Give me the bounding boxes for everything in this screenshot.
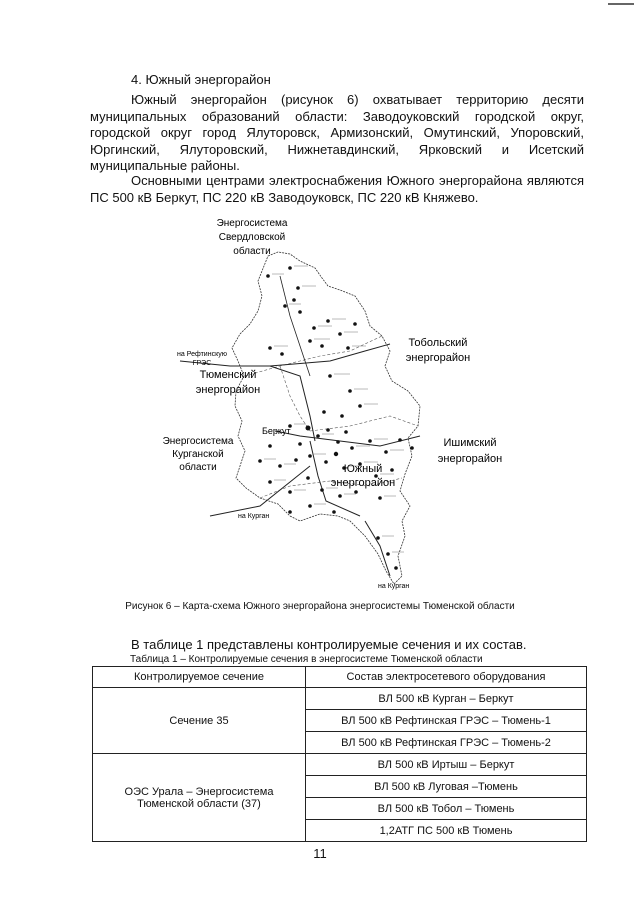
substation-dot [386,552,390,556]
label-south-2: энергорайон [330,477,396,489]
substation-dot [308,339,312,343]
substation-dot [394,566,398,570]
equipment-cell: ВЛ 500 кВ Иртыш – Беркут [306,754,587,776]
substation-dot [338,494,342,498]
region-map [150,216,510,596]
table-row [93,754,587,776]
power-line [270,344,390,366]
substation-dot [328,374,332,378]
power-line [210,466,310,516]
table-title: Таблица 1 – Контролируемые сечения в энергосистеме Тюменской области [130,654,483,665]
label-reftinskaya-2: ГРЭС [192,360,212,367]
label-kurgan-system-3: области [179,462,217,473]
label-ishim-1: Ишимский [443,437,497,449]
label-na-kurgan-2: на Курган [378,583,410,590]
substation-dot [296,286,300,290]
substation-dot [358,404,362,408]
substation-dot [298,310,302,314]
substation-dot [268,444,272,448]
substation-dot [344,430,348,434]
substation-dot [288,490,292,494]
map-boundary [232,252,420,584]
label-ishim-2: энергорайон [437,453,503,465]
substation-dot [350,446,354,450]
label-sverdlovsk-2: Свердловской [218,232,286,243]
label-tobolsk-2: энергорайон [405,352,471,364]
label-berkut: Беркут [262,426,291,436]
substation-dot [340,414,344,418]
substation-dot [376,536,380,540]
substation-dot [378,496,382,500]
label-tobolsk-1: Тобольский [408,337,468,349]
label-kurgan-system-2: Курганской [172,449,224,460]
equipment-cell: ВЛ 500 кВ Луговая –Тюмень [306,776,587,798]
equipment-cell: ВЛ 500 кВ Рефтинская ГРЭС – Тюмень-1 [306,710,587,732]
substation-dot [306,426,311,431]
substation-dot [334,452,338,456]
substation-dot [324,460,328,464]
substations [258,266,414,570]
substation-dot [320,344,324,348]
substation-dot [336,440,340,444]
substation-dot [266,274,270,278]
substation-dot [283,304,287,308]
equipment-cell: ВЛ 500 кВ Курган – Беркут [306,688,587,710]
substation-dot [308,504,312,508]
figure-caption: Рисунок 6 – Карта-схема Южного энергорайона энергосистемы Тюменской области [125,601,515,612]
substation-dot [326,319,330,323]
district-border [245,336,382,376]
label-reftinskaya-1: на Рефтинскую [177,351,227,358]
substation-dot [258,459,262,463]
substation-dot [288,510,292,514]
substation-dot [398,438,402,442]
substation-dot [410,446,414,450]
label-sverdlovsk-3: области [233,246,271,257]
substation-dot [280,352,284,356]
substation-dot [326,428,330,432]
district-border [310,416,418,431]
header-equipment: Состав электросетевого оборудования [306,667,587,688]
substation-dot [268,346,272,350]
equipment-cell: ВЛ 500 кВ Рефтинская ГРЭС – Тюмень-2 [306,732,587,754]
substation-dot [278,464,282,468]
section-heading: 4. Южный энергорайон [131,72,271,87]
label-tyumen-2: энергорайон [195,384,261,396]
label-kurgan-system-1: Энергосистема [162,436,234,447]
substation-dot [298,442,302,446]
substation-dot [368,439,372,443]
substation-dot [288,266,292,270]
table-row [93,688,587,710]
label-tyumen-1: Тюменский [199,369,257,381]
paragraph-centers: Основными центрами электроснабжения Южного энергорайона являются ПС 500 кВ Беркут, ПС 220 кВ Заводоуковск, ПС 220 кВ Княжево. [90,173,584,205]
substation-dot [353,322,357,326]
label-na-kurgan-1: на Курган [238,513,270,520]
power-line [275,431,420,446]
place-scribbles [264,266,404,552]
sections-table [92,666,587,842]
label-south-1: Южный [343,463,383,475]
equipment-cell: 1,2АТГ ПС 500 кВ Тюмень [306,820,587,842]
substation-dot [346,346,350,350]
substation-dot [354,490,358,494]
table-intro: В таблице 1 представлены контролируемые сечения и их состав. [131,637,527,652]
substation-dot [268,480,272,484]
equipment-cell: ВЛ 500 кВ Тобол – Тюмень [306,798,587,820]
substation-dot [308,454,312,458]
substation-dot [294,458,298,462]
substation-dot [316,434,320,438]
substation-dot [384,450,388,454]
substation-dot [390,468,394,472]
substation-dot [292,298,296,302]
substation-dot [312,326,316,330]
substation-dot [322,410,326,414]
power-line [365,521,390,576]
substation-dot [306,476,310,480]
substation-dot [320,488,324,492]
label-sverdlovsk-1: Энергосистема [216,218,288,229]
paragraph-territory: Южный энергорайон (рисунок 6) охватывает территорию десяти муниципальных образований области: Заводоуковский городской округ, городской округ город Ялуторовск, Армизонский, Омутинский, Упоровский, Юргинский, Ялуторовский, Нижнетавдинский, Ярковский и Исетский муниципальные районы. [90,92,584,173]
table-header-row [93,667,587,688]
power-line [280,276,310,376]
substation-dot [338,332,342,336]
page-number: 11 [313,846,327,861]
substation-dot [348,389,352,393]
header-section: Контролируемое сечение [93,667,306,688]
section-name: Сечение 35 [93,688,306,754]
section-name: ОЭС Урала – Энергосистема Тюменской области (37) [93,754,306,842]
corner-mark [608,3,634,5]
substation-dot [332,510,336,514]
